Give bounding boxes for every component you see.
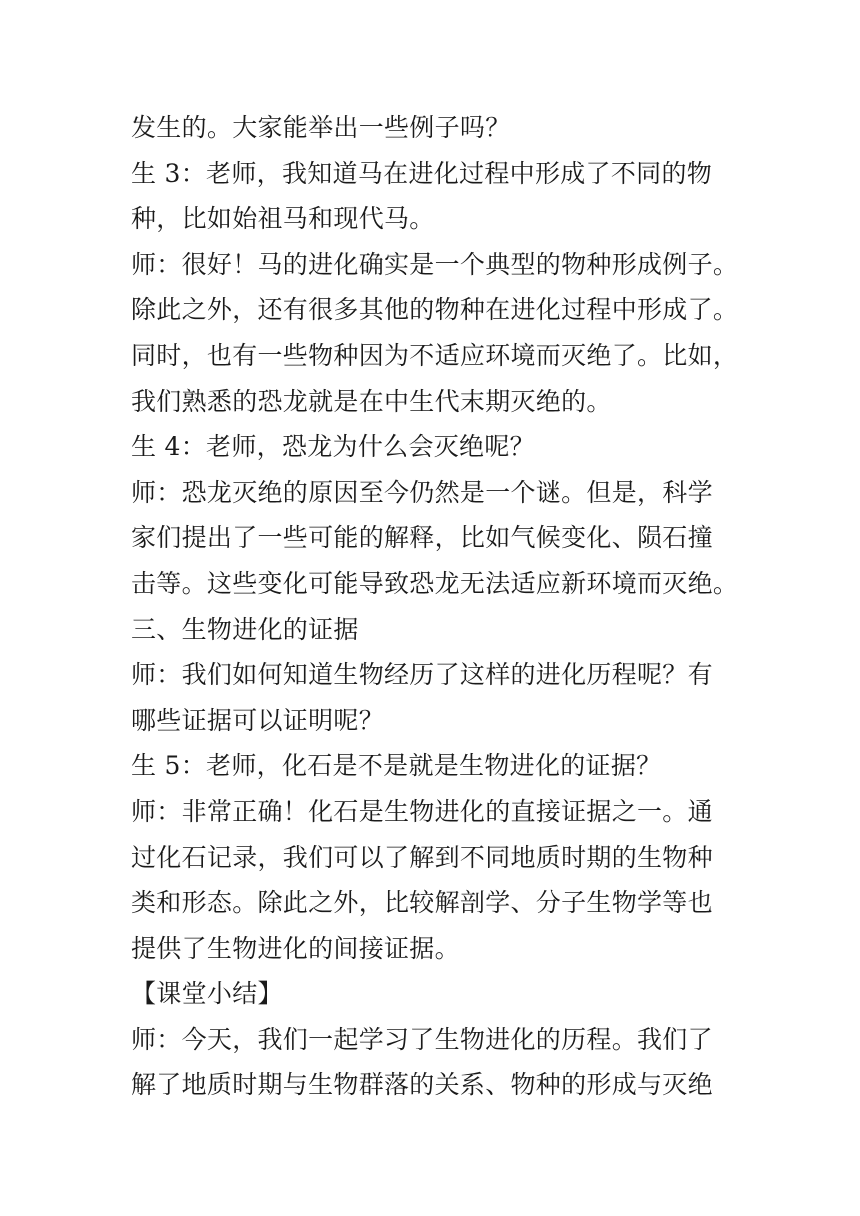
text-line: 种，比如始祖马和现代马。: [131, 204, 435, 234]
text-line: 师：我们如何知道生物经历了这样的进化历程呢？有: [131, 660, 713, 690]
section-heading: 三、生物进化的证据: [131, 614, 359, 644]
text-line: 发生的。大家能举出一些例子吗？: [131, 113, 511, 142]
text-line: 师：很好！马的进化确实是一个典型的物种形成例子。: [131, 249, 739, 279]
text-line: 师：恐龙灭绝的原因至今仍然是一个谜。但是，科学: [131, 477, 713, 507]
text-line: 师：今天，我们一起学习了生物进化的历程。我们了: [131, 1024, 713, 1054]
text-line: 哪些证据可以证明呢？: [131, 705, 385, 735]
text-line: 家们提出了一些可能的解释，比如气候变化、陨石撞: [131, 523, 713, 553]
text-line: 类和形态。除此之外，比较解剖学、分子生物学等也: [131, 888, 713, 918]
text-line: 生 4：老师，恐龙为什么会灭绝呢？: [131, 432, 535, 462]
text-line: 生 3：老师，我知道马在进化过程中形成了不同的物: [131, 158, 713, 188]
text-line: 解了地质时期与生物群落的关系、物种的形成与灭绝: [131, 1070, 713, 1100]
text-line: 击等。这些变化可能导致恐龙无法适应新环境而灭绝。: [131, 568, 739, 598]
text-line: 生 5：老师，化石是不是就是生物进化的证据？: [131, 751, 662, 781]
text-line: 我们熟悉的恐龙就是在中生代末期灭绝的。: [131, 386, 612, 416]
text-line: 同时，也有一些物种因为不适应环境而灭绝了。比如，: [131, 340, 739, 370]
document-body: [131, 105, 739, 1108]
text-line: 除此之外，还有很多其他的物种在进化过程中形成了。: [131, 295, 739, 325]
text-line: 过化石记录，我们可以了解到不同地质时期的生物种: [131, 842, 713, 872]
text-line: 师：非常正确！化石是生物进化的直接证据之一。通: [131, 796, 713, 826]
section-heading: 【课堂小结】: [131, 979, 283, 1009]
text-line: 提供了生物进化的间接证据。: [131, 933, 460, 963]
